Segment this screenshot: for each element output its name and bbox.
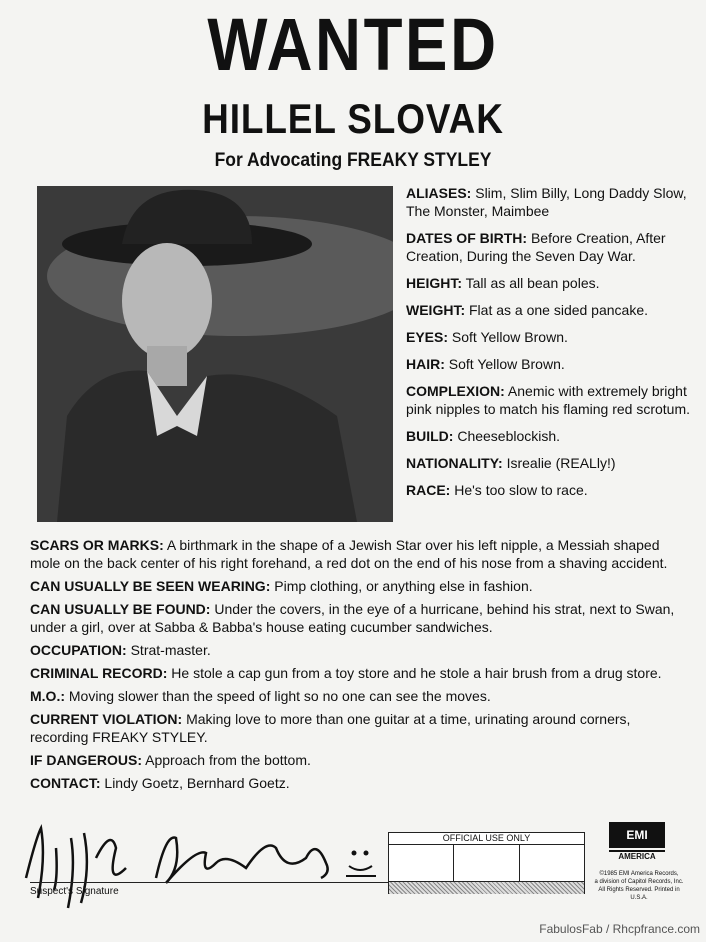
trait-mo: M.O.: Moving slower than the speed of light so no one can see the moves. [30, 688, 491, 704]
trait-height: HEIGHT: Tall as all bean poles. [406, 275, 600, 291]
trait-current-violation: CURRENT VIOLATION: Making love to more than one guitar at a time, urinating around corners, recording FREAKY STYLEY. [30, 711, 631, 745]
trait-scars: SCARS OR MARKS: A birthmark in the shape of a Jewish Star over his left nipple, a Messiah shaped mole on the back center of his right forehand, a red dot on the end of his nose from a shaving accident. [30, 537, 668, 571]
trait-eyes: EYES: Soft Yellow Brown. [406, 329, 568, 345]
trait-race: RACE: He's too slow to race. [406, 482, 588, 498]
official-cell [520, 845, 584, 881]
emi-logo-sub: AMERICA [609, 850, 665, 861]
official-use-box [388, 832, 585, 894]
trait-nationality: NATIONALITY: Isrealie (REALly!) [406, 455, 616, 471]
trait-complexion: COMPLEXION: Anemic with extremely bright pink nipples to match his flaming red scrotum. [406, 383, 691, 417]
trait-build: BUILD: Cheeseblockish. [406, 428, 561, 444]
signature-line [30, 882, 390, 883]
official-use-cells [389, 845, 584, 881]
emi-logo-text: EMI [609, 822, 665, 848]
poster-title: WANTED [207, 3, 499, 86]
trait-contact: CONTACT: Lindy Goetz, Bernhard Goetz. [30, 775, 290, 791]
watermark-credit: FabulosFab / Rhcpfrance.com [539, 922, 700, 936]
signature-area [16, 818, 386, 928]
trait-occupation: OCCUPATION: Strat-master. [30, 642, 211, 658]
official-use-title: OFFICIAL USE ONLY [389, 833, 584, 845]
trait-criminal-record: CRIMINAL RECORD: He stole a cap gun from a toy store and he stole a hair brush from a drug store. [30, 665, 662, 681]
emi-logo [609, 822, 665, 861]
trait-if-dangerous: IF DANGEROUS: Approach from the bottom. [30, 752, 311, 768]
trait-aliases: ALIASES: Slim, Slim Billy, Long Daddy Slow, The Monster, Maimbee [406, 185, 687, 219]
traits-full [30, 536, 690, 797]
trait-weight: WEIGHT: Flat as a one sided pancake. [406, 302, 649, 318]
suspect-name: HILLEL SLOVAK [202, 95, 504, 142]
suspect-photo [37, 186, 393, 522]
official-cell [389, 845, 454, 881]
official-use-hatch [389, 881, 584, 894]
trait-dates-of-birth: DATES OF BIRTH: Before Creation, After Creation, During the Seven Day War. [406, 230, 666, 264]
official-cell [454, 845, 519, 881]
legal-notice: ©1985 EMI America Records, a division of Capitol Records, Inc. All Rights Reserved. Printed in U.S.A. [594, 871, 684, 901]
trait-found: CAN USUALLY BE FOUND: Under the covers, in the eye of a hurricane, behind his strat, next to Swan, under a girl, over at Sabba & Babba's house eating cucumber sandwiches. [30, 601, 675, 635]
signature-scrawl [16, 818, 386, 928]
signature-caption: Suspect's Signature [30, 886, 119, 897]
trait-hair: HAIR: Soft Yellow Brown. [406, 356, 565, 372]
poster-subtitle: For Advocating FREAKY STYLEY [214, 150, 492, 171]
traits-side [406, 184, 698, 508]
trait-wearing: CAN USUALLY BE SEEN WEARING: Pimp clothing, or anything else in fashion. [30, 578, 533, 594]
